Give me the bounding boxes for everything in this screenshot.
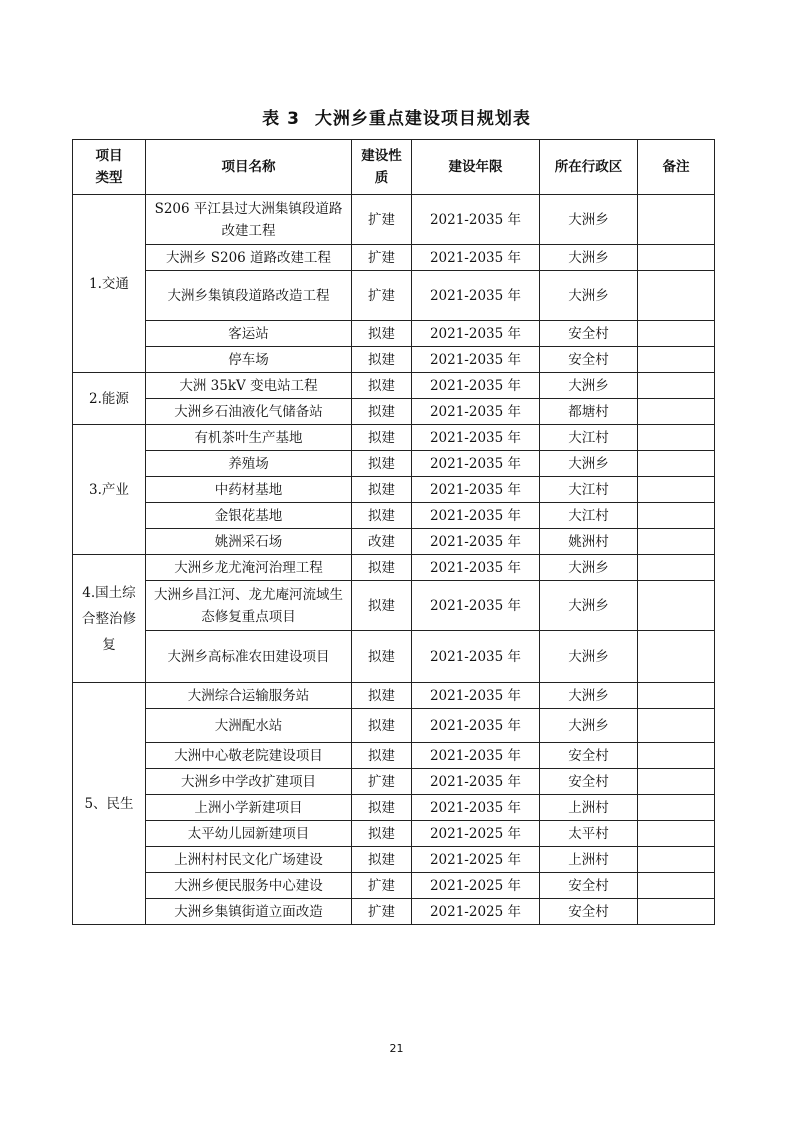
- note-cell: [638, 321, 715, 347]
- area-cell: 大洲乡: [540, 373, 638, 399]
- table-row: [73, 873, 715, 899]
- nature-cell: 拟建: [352, 555, 412, 581]
- header-cell-name: 项目名称: [146, 140, 352, 195]
- note-cell: [638, 683, 715, 709]
- table-row: [73, 743, 715, 769]
- area-cell: 大洲乡: [540, 683, 638, 709]
- category-cell: 1.交通: [73, 195, 146, 373]
- nature-cell: 拟建: [352, 477, 412, 503]
- note-cell: [638, 195, 715, 245]
- note-cell: [638, 555, 715, 581]
- note-cell: [638, 347, 715, 373]
- nature-cell: 拟建: [352, 399, 412, 425]
- project-name-cell: 大洲乡集镇街道立面改造: [146, 899, 352, 925]
- project-name-cell: 大洲乡龙尤淹河治理工程: [146, 555, 352, 581]
- header-cell-nature: 建设性质: [352, 140, 412, 195]
- project-name-cell: 有机茶叶生产基地: [146, 425, 352, 451]
- table-row: [73, 847, 715, 873]
- note-cell: [638, 873, 715, 899]
- project-name-cell: 大洲乡高标准农田建设项目: [146, 631, 352, 683]
- area-cell: 大洲乡: [540, 555, 638, 581]
- years-cell: 2021-2035 年: [412, 795, 540, 821]
- table-row: [73, 529, 715, 555]
- note-cell: [638, 743, 715, 769]
- area-cell: 上洲村: [540, 847, 638, 873]
- note-cell: [638, 477, 715, 503]
- project-name-cell: 姚洲采石场: [146, 529, 352, 555]
- category-cell: 3.产业: [73, 425, 146, 555]
- note-cell: [638, 271, 715, 321]
- years-cell: 2021-2035 年: [412, 373, 540, 399]
- nature-cell: 改建: [352, 529, 412, 555]
- years-cell: 2021-2035 年: [412, 631, 540, 683]
- years-cell: 2021-2035 年: [412, 709, 540, 743]
- note-cell: [638, 709, 715, 743]
- table-title: [0, 104, 793, 129]
- category-cell: 4.国土综合整治修复: [73, 555, 146, 683]
- project-plan-table: [72, 139, 715, 925]
- project-name-cell: 大洲综合运输服务站: [146, 683, 352, 709]
- years-cell: 2021-2035 年: [412, 769, 540, 795]
- years-cell: 2021-2035 年: [412, 503, 540, 529]
- table-row: [73, 271, 715, 321]
- nature-cell: 拟建: [352, 743, 412, 769]
- project-name-cell: 大洲乡昌江河、龙尤庵河流域生态修复重点项目: [146, 581, 352, 631]
- area-cell: 安全村: [540, 347, 638, 373]
- table-row: [73, 581, 715, 631]
- note-cell: [638, 821, 715, 847]
- area-cell: 安全村: [540, 743, 638, 769]
- nature-cell: 扩建: [352, 245, 412, 271]
- table-row: [73, 769, 715, 795]
- project-name-cell: 养殖场: [146, 451, 352, 477]
- years-cell: 2021-2035 年: [412, 683, 540, 709]
- project-name-cell: 客运站: [146, 321, 352, 347]
- table-row: [73, 245, 715, 271]
- note-cell: [638, 399, 715, 425]
- project-name-cell: 大洲乡中学改扩建项目: [146, 769, 352, 795]
- note-cell: [638, 847, 715, 873]
- table-row: [73, 631, 715, 683]
- nature-cell: 扩建: [352, 873, 412, 899]
- table-row: [73, 373, 715, 399]
- area-cell: 大洲乡: [540, 271, 638, 321]
- project-name-cell: 中药材基地: [146, 477, 352, 503]
- area-cell: 安全村: [540, 321, 638, 347]
- years-cell: 2021-2035 年: [412, 399, 540, 425]
- nature-cell: 拟建: [352, 581, 412, 631]
- nature-cell: 拟建: [352, 373, 412, 399]
- nature-cell: 拟建: [352, 503, 412, 529]
- project-name-cell: 大洲乡集镇段道路改造工程: [146, 271, 352, 321]
- years-cell: 2021-2025 年: [412, 847, 540, 873]
- project-name-cell: 大洲乡便民服务中心建设: [146, 873, 352, 899]
- project-name-cell: 上洲村村民文化广场建设: [146, 847, 352, 873]
- project-name-cell: S206 平江县过大洲集镇段道路改建工程: [146, 195, 352, 245]
- table-row: [73, 425, 715, 451]
- project-name-cell: 停车场: [146, 347, 352, 373]
- note-cell: [638, 581, 715, 631]
- area-cell: 姚洲村: [540, 529, 638, 555]
- years-cell: 2021-2035 年: [412, 743, 540, 769]
- table-row: [73, 195, 715, 245]
- table-row: [73, 477, 715, 503]
- nature-cell: 扩建: [352, 899, 412, 925]
- page-number: 21: [389, 1042, 404, 1055]
- project-name-cell: 上洲小学新建项目: [146, 795, 352, 821]
- nature-cell: 拟建: [352, 683, 412, 709]
- table-body: [73, 195, 715, 925]
- header-cell-area: 所在行政区: [540, 140, 638, 195]
- header-cell-years: 建设年限: [412, 140, 540, 195]
- header-row: [73, 140, 715, 195]
- nature-cell: 拟建: [352, 631, 412, 683]
- years-cell: 2021-2035 年: [412, 581, 540, 631]
- years-cell: 2021-2035 年: [412, 425, 540, 451]
- years-cell: 2021-2035 年: [412, 555, 540, 581]
- years-cell: 2021-2025 年: [412, 873, 540, 899]
- note-cell: [638, 529, 715, 555]
- area-cell: 安全村: [540, 769, 638, 795]
- area-cell: 大洲乡: [540, 631, 638, 683]
- years-cell: 2021-2035 年: [412, 271, 540, 321]
- note-cell: [638, 795, 715, 821]
- area-cell: 大江村: [540, 503, 638, 529]
- project-name-cell: 大洲配水站: [146, 709, 352, 743]
- years-cell: 2021-2025 年: [412, 821, 540, 847]
- table-row: [73, 399, 715, 425]
- table-row: [73, 503, 715, 529]
- table-row: [73, 795, 715, 821]
- project-name-cell: 大洲中心敬老院建设项目: [146, 743, 352, 769]
- table-row: [73, 709, 715, 743]
- nature-cell: 扩建: [352, 769, 412, 795]
- nature-cell: 拟建: [352, 795, 412, 821]
- area-cell: 大洲乡: [540, 451, 638, 477]
- header-cell-note: 备注: [638, 140, 715, 195]
- project-name-cell: 太平幼儿园新建项目: [146, 821, 352, 847]
- project-name-cell: 大洲乡石油液化气储备站: [146, 399, 352, 425]
- table-label: 表 3: [262, 109, 300, 129]
- nature-cell: 拟建: [352, 821, 412, 847]
- project-name-cell: 金银花基地: [146, 503, 352, 529]
- years-cell: 2021-2035 年: [412, 195, 540, 245]
- note-cell: [638, 769, 715, 795]
- area-cell: 大洲乡: [540, 245, 638, 271]
- area-cell: 大洲乡: [540, 709, 638, 743]
- years-cell: 2021-2035 年: [412, 347, 540, 373]
- area-cell: 大洲乡: [540, 581, 638, 631]
- table-row: [73, 347, 715, 373]
- years-cell: 2021-2035 年: [412, 245, 540, 271]
- note-cell: [638, 503, 715, 529]
- note-cell: [638, 451, 715, 477]
- table-title-text: 大洲乡重点建设项目规划表: [314, 109, 531, 129]
- note-cell: [638, 373, 715, 399]
- note-cell: [638, 245, 715, 271]
- nature-cell: 拟建: [352, 425, 412, 451]
- area-cell: 大江村: [540, 477, 638, 503]
- project-name-cell: 大洲 35kV 变电站工程: [146, 373, 352, 399]
- years-cell: 2021-2035 年: [412, 529, 540, 555]
- area-cell: 安全村: [540, 899, 638, 925]
- table-row: [73, 321, 715, 347]
- nature-cell: 拟建: [352, 847, 412, 873]
- nature-cell: 拟建: [352, 709, 412, 743]
- nature-cell: 拟建: [352, 321, 412, 347]
- area-cell: 都塘村: [540, 399, 638, 425]
- note-cell: [638, 899, 715, 925]
- table-row: [73, 555, 715, 581]
- nature-cell: 扩建: [352, 271, 412, 321]
- category-cell: 5、民生: [73, 683, 146, 925]
- area-cell: 上洲村: [540, 795, 638, 821]
- table-row: [73, 451, 715, 477]
- nature-cell: 拟建: [352, 451, 412, 477]
- note-cell: [638, 425, 715, 451]
- area-cell: 大江村: [540, 425, 638, 451]
- area-cell: 大洲乡: [540, 195, 638, 245]
- area-cell: 太平村: [540, 821, 638, 847]
- header-cell-type: 项目类型: [73, 140, 146, 195]
- project-name-cell: 大洲乡 S206 道路改建工程: [146, 245, 352, 271]
- years-cell: 2021-2035 年: [412, 321, 540, 347]
- note-cell: [638, 631, 715, 683]
- area-cell: 安全村: [540, 873, 638, 899]
- years-cell: 2021-2035 年: [412, 451, 540, 477]
- category-cell: 2.能源: [73, 373, 146, 425]
- table-row: [73, 899, 715, 925]
- table-row: [73, 683, 715, 709]
- table-row: [73, 821, 715, 847]
- years-cell: 2021-2025 年: [412, 899, 540, 925]
- years-cell: 2021-2035 年: [412, 477, 540, 503]
- nature-cell: 扩建: [352, 195, 412, 245]
- nature-cell: 拟建: [352, 347, 412, 373]
